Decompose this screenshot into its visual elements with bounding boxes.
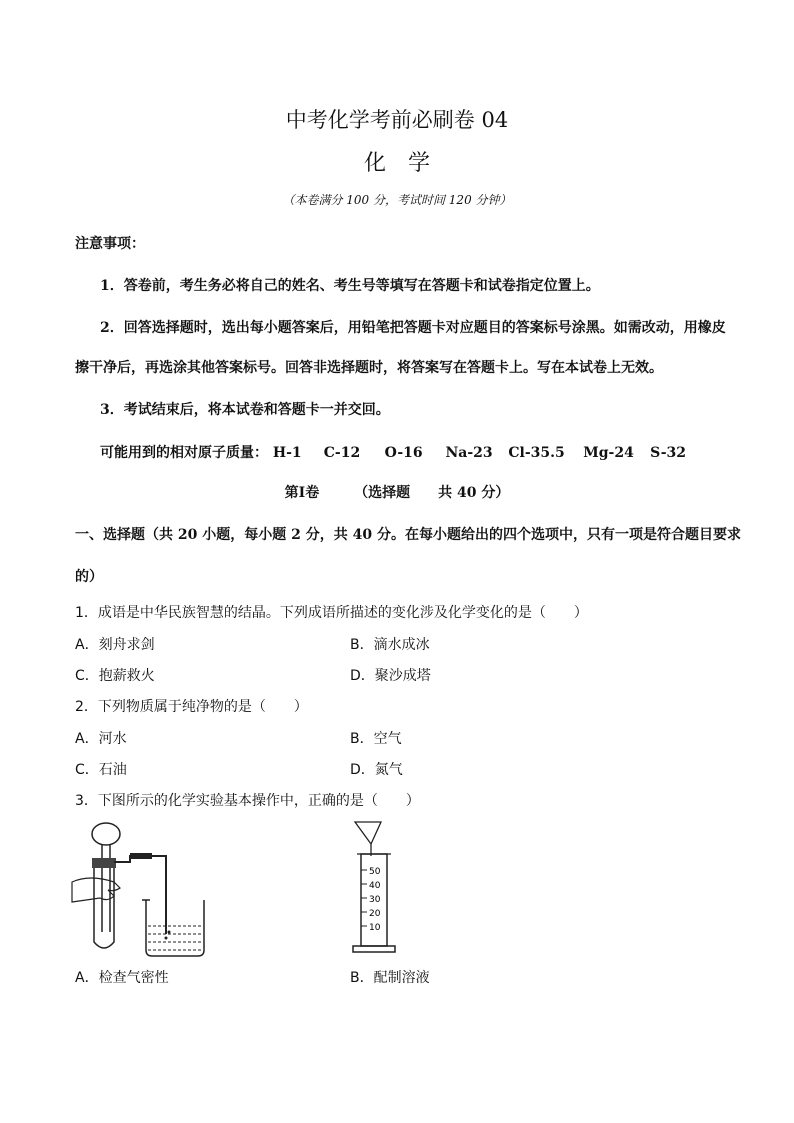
scale-label-20: 20 (369, 909, 381, 919)
scale-label-10: 10 (369, 923, 381, 933)
beaker (146, 900, 204, 956)
question-3-option-b: B．配制溶液 (350, 970, 430, 986)
atomic-mass-na: Na-23 (445, 445, 493, 461)
question-1-option-d: D．聚沙成塔 (350, 668, 431, 684)
question-2-option-a: A．河水 (75, 731, 127, 747)
question-1-option-a: A．刻舟求剑 (75, 637, 155, 653)
section-title: 第Ⅰ卷 (284, 485, 320, 501)
atomic-mass-line (100, 442, 686, 462)
question-2-option-d: D．氮气 (350, 762, 403, 778)
question-1-option-b: B．滴水成冰 (350, 637, 430, 653)
part1-heading: 一、选择题（共 20 小题，每小题 2 分，共 40 分。在每小题给出的四个选项中，只有一项是符合题目要求 (75, 527, 741, 543)
atomic-mass-mg: Mg-24 (583, 445, 634, 461)
airtightness-check-figure (70, 822, 230, 960)
atomic-mass-c: C-12 (323, 445, 361, 461)
section-subtitle: （选择题 共 40 分） (354, 485, 510, 501)
cylinder-base (353, 946, 395, 952)
delivery-tube (114, 856, 166, 934)
note-item-3: 3．考试结束后，将本试卷和答题卡一并交回。 (100, 402, 390, 418)
funnel (355, 822, 381, 844)
subject-title: 化学 (363, 151, 452, 176)
note-item-1: 1．答卷前，考生务必将自己的姓名、考生号等填写在答题卡和试卷指定位置上。 (100, 278, 600, 294)
atomic-mass-cl: Cl-35.5 (508, 445, 565, 461)
scale-label-50: 50 (369, 867, 381, 877)
question-1-stem: 1．成语是中华民族智慧的结晶。下列成语所描述的变化涉及化学变化的是（ ） (75, 605, 588, 621)
exam-title: 中考化学考前必刷卷 04 (285, 108, 509, 132)
section-header (0, 482, 794, 502)
stopper (92, 858, 116, 868)
exam-info: （本卷满分 100 分，考试时间 120 分钟） (282, 193, 512, 207)
question-2-stem: 2．下列物质属于纯净物的是（ ） (75, 699, 308, 715)
question-1-option-c: C．抱薪救火 (75, 668, 155, 684)
atomic-mass-s: S-32 (650, 445, 687, 461)
funnel-bulb (92, 823, 120, 845)
scale-label-30: 30 (369, 895, 381, 905)
part1-heading-cont: 的） (75, 569, 103, 585)
test-tube (94, 864, 114, 948)
question-3-stem: 3．下图所示的化学实验基本操作中，正确的是（ ） (75, 793, 420, 809)
notes-heading: 注意事项： (75, 236, 145, 252)
note-item-2: 2．回答选择题时，选出每小题答案后，用铅笔把答题卡对应题目的答案标号涂黑。如需改动，用橡皮 (100, 320, 726, 336)
question-2-option-c: C．石油 (75, 762, 127, 778)
atomic-mass-h: H-1 (272, 445, 302, 461)
note-item-2-cont: 擦干净后，再选涂其他答案标号。回答非选择题时，将答案写在答题卡上。写在本试卷上无效。 (75, 360, 663, 376)
question-2-option-b: B．空气 (350, 731, 402, 747)
graduated-cylinder-figure (345, 818, 405, 958)
hand (72, 878, 120, 902)
question-3-option-a: A．检查气密性 (75, 970, 169, 986)
atomic-mass-label: 可能用到的相对原子质量： (100, 445, 268, 461)
atomic-mass-o: O-16 (384, 445, 423, 461)
scale-label-40: 40 (369, 881, 381, 891)
